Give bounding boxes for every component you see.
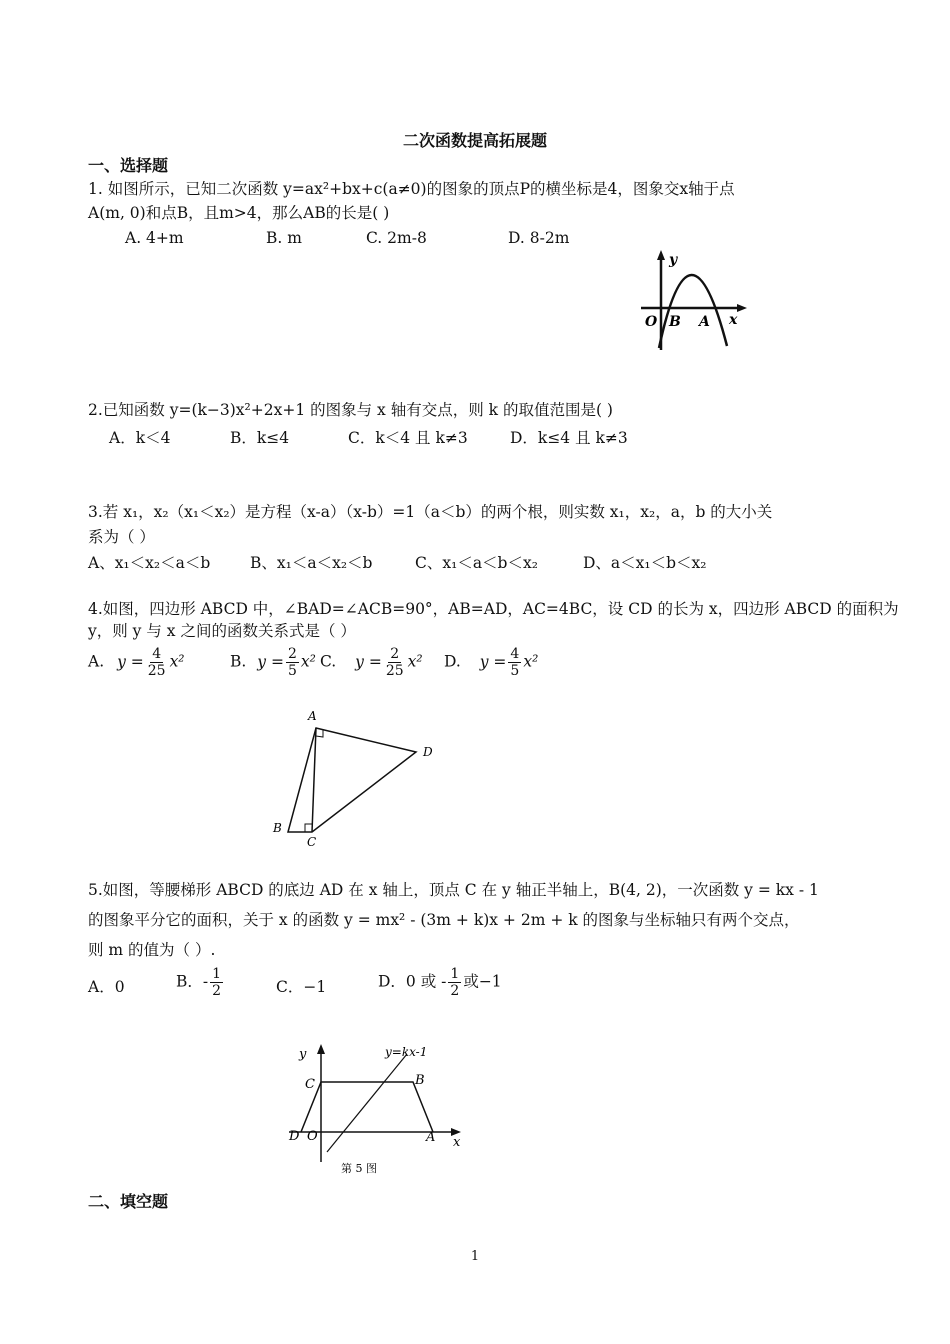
q2-option-a: A．k＜4 <box>109 429 171 447</box>
q3-option-d: D、a＜x₁＜b＜x₂ <box>583 554 707 572</box>
q5-fig-label-b: B <box>415 1073 425 1088</box>
q5-option-a: A．0 <box>88 978 125 996</box>
q5-fig-label-x: x <box>453 1135 461 1150</box>
q3-option-b: B、x₁＜a＜x₂＜b <box>250 554 373 572</box>
q5-option-c: C．−1 <box>276 978 327 996</box>
q4-line2: y，则 y 与 x 之间的函数关系式是（ ） <box>88 622 356 640</box>
q4-fig-label-b: B <box>273 821 282 835</box>
q3-line2: 系为（ ） <box>88 528 155 546</box>
q2-option-c: C．k＜4 且 k≠3 <box>348 429 468 447</box>
q5-option-d: D．0 或 - $\frac{1}{2}$ 或−1 <box>378 966 502 999</box>
q2-option-d: D．k≤4 且 k≠3 <box>510 429 628 447</box>
q4-fig-label-d: D <box>423 745 433 759</box>
q2-option-b: B．k≤4 <box>230 429 290 447</box>
q1-option-c: C. 2m-8 <box>366 229 427 247</box>
q5-fig-label-y: y <box>299 1047 307 1062</box>
q1-line1: 1. 如图所示，已知二次函数 y=ax²+bx+c(a≠0)的图象的顶点P的横坐标是4，图象交x轴于点 <box>88 180 735 198</box>
q5-fig-label-c: C <box>305 1077 315 1092</box>
q1-fig-label-y: y <box>669 252 678 268</box>
q5-fig-label-o: O <box>307 1129 318 1144</box>
section-heading-choice: 一、选择题 <box>88 156 169 175</box>
q1-line2: A(m, 0)和点B，且m>4，那么AB的长是( ) <box>88 204 390 222</box>
q1-fig-label-b: B <box>669 314 681 330</box>
q1-fig-label-x: x <box>729 312 738 328</box>
q4-quadrilateral-figure <box>268 706 443 851</box>
q5-line1: 5.如图，等腰梯形 ABCD 的底边 AD 在 x 轴上，顶点 C 在 y 轴正半轴上，B(4, 2)，一次函数 y = kx - 1 <box>88 881 819 899</box>
q5-option-b: B．- $\frac{1}{2}$ <box>176 966 222 999</box>
q5-fig-label-line: y=kx-1 <box>385 1045 428 1059</box>
q4-option-b: B. y = $\frac{2}{5}$ x² <box>230 646 316 679</box>
q5-line2: 的图象平分它的面积，关于 x 的函数 y = mx² - (3m + k)x + 2m + k 的图象与坐标轴只有两个交点， <box>88 911 800 929</box>
page-title: 二次函数提高拓展题 <box>402 131 547 150</box>
q5-line3: 则 m 的值为（ ）. <box>88 941 216 959</box>
q1-fig-label-o: O <box>645 314 658 330</box>
section-heading-fill: 二、填空题 <box>88 1192 169 1211</box>
q5-fig-caption: 第 5 图 <box>341 1162 377 1175</box>
q4-fig-label-a: A <box>308 709 317 723</box>
page-number: 1 <box>470 1249 480 1264</box>
q3-line1: 3.若 x₁，x₂（x₁＜x₂）是方程（x-a）（x-b）=1（a＜b）的两个根，则实数 x₁，x₂，a，b 的大小关 <box>88 503 773 521</box>
q1-option-b: B. m <box>266 229 302 247</box>
q3-option-a: A、x₁＜x₂＜a＜b <box>88 554 211 572</box>
q4-option-d: D. y = $\frac{4}{5}$ x² <box>444 646 539 679</box>
q5-fig-label-a: A <box>426 1130 436 1145</box>
q1-option-a: A. 4+m <box>125 229 184 247</box>
q2-line1: 2.已知函数 y=(k−3)x²+2x+1 的图象与 x 轴有交点，则 k 的取值范围是( ) <box>88 401 613 419</box>
q1-fig-label-a: A <box>699 314 710 330</box>
q3-option-c: C、x₁＜a＜b＜x₂ <box>415 554 538 572</box>
q1-parabola-figure <box>635 248 750 358</box>
q5-fig-label-d: D <box>289 1129 300 1144</box>
q5-trapezoid-figure <box>283 1040 473 1180</box>
q4-line1: 4.如图，四边形 ABCD 中，∠BAD=∠ACB=90°，AB=AD，AC=4BC，设 CD 的长为 x，四边形 ABCD 的面积为 <box>88 600 899 618</box>
q4-option-a: A. y = $\frac{4}{25}$ x² <box>88 646 185 679</box>
q4-fig-label-c: C <box>307 835 317 849</box>
q1-option-d: D. 8-2m <box>508 229 570 247</box>
q4-option-c: C. y = $\frac{2}{25}$ x² <box>320 646 423 679</box>
